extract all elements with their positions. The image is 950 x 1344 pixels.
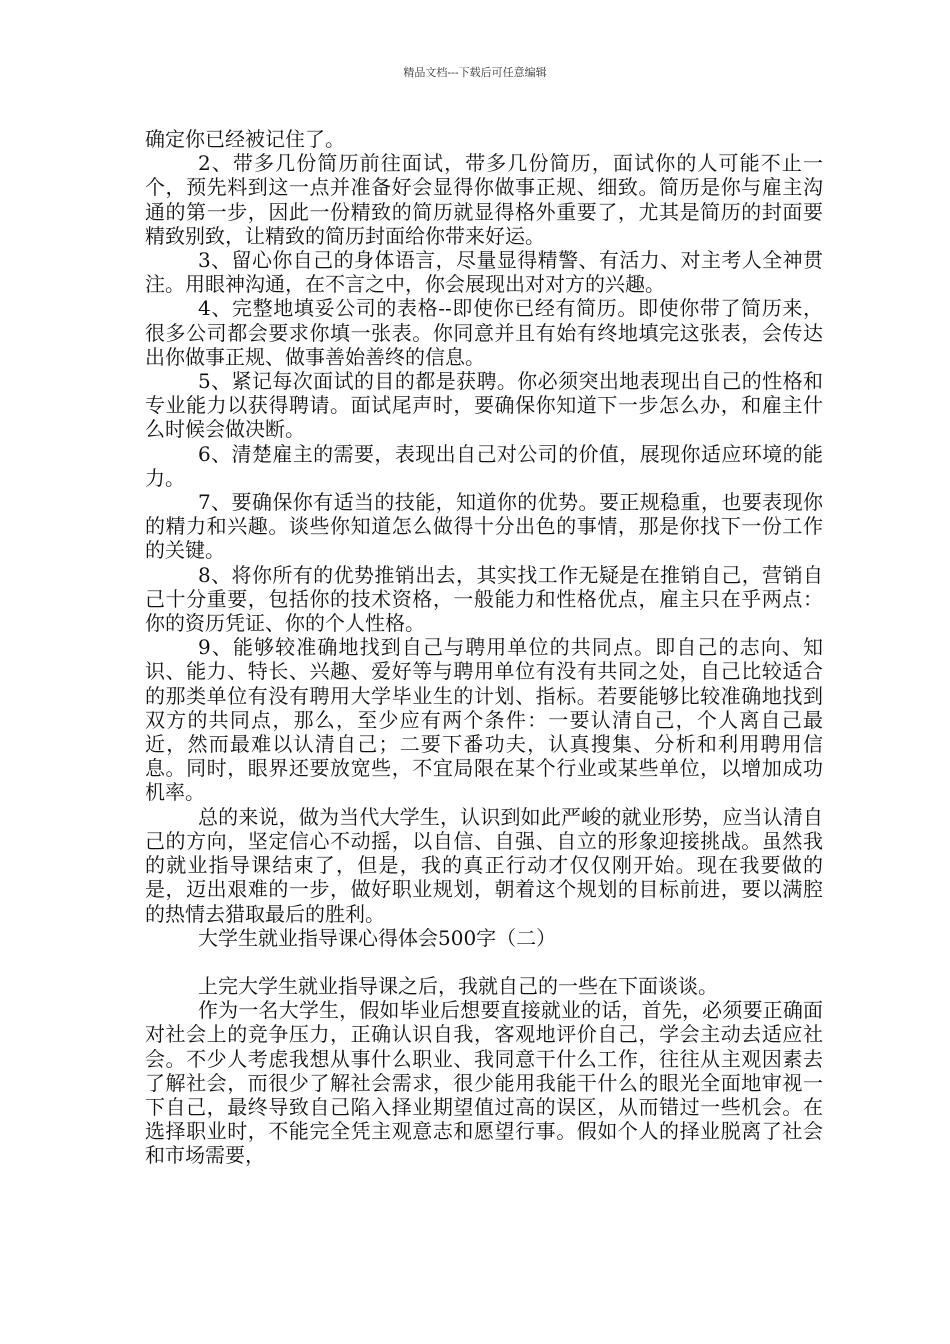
paragraph-tip-4: 4、完整地填妥公司的表格--即使你已经有简历。即使你带了简历来，很多公司都会要求你填一张表。你同意并且有始有终地填完这张表，会传达出你做事正规、做事善始善终的信息。 (145, 296, 823, 369)
paragraph-tip-8: 8、将你所有的优势推销出去，其实找工作无疑是在推销自己，营销自己十分重要，包括你的技术资格，一般能力和性格优点，雇主只在乎两点：你的资历凭证、你的个人性格。 (145, 562, 823, 636)
paragraph-intro: 上完大学生就业指导课之后，我就自己的一些在下面谈谈。 (198, 973, 718, 998)
paragraph-tip-5: 5、紧记每次面试的目的都是获聘。你必须突出地表现出自己的性格和专业能力以获得聘请。面试尾声时，要确保你知道下一步怎么办，和雇主什么时候会做决断。 (145, 369, 823, 442)
document-body (145, 127, 823, 1168)
blank-line (145, 950, 823, 974)
page-header: 精品文档---下载后可任意编辑 (403, 66, 547, 79)
section-title: 大学生就业指导课心得体会500字（二） (198, 925, 557, 950)
paragraph-summary: 总的来说，做为当代大学生，认识到如此严峻的就业形势，应当认清自己的方向，坚定信心不动摇，以自信、自强、自立的形象迎接挑战。虽然我的就业指导课结束了，但是，我的真正行动才仅仅刚开始。现在我要做的是，迈出艰难的一步，做好职业规划，朝着这个规划的目标前进，要以满腔的热情去猎取最后的胜利。 (145, 804, 823, 926)
paragraph-continuation: 确定你已经被记住了。 (145, 127, 345, 151)
paragraph-body: 作为一名大学生，假如毕业后想要直接就业的话，首先，必须要正确面对社会上的竞争压力，正确认识自我，客观地评价自己，学会主动去适应社会。不少人考虑我想从事什么职业、我同意干什么工作，往往从主观因素去了解社会，而很少了解社会需求，很少能用我能干什么的眼光全面地审视一下自己，最终导致自己陷入择业期望值过高的误区，从而错过一些机会。在选择职业时，不能完全凭主观意志和愿望行事。假如个人的择业脱离了社会和市场需要， (145, 998, 823, 1168)
paragraph-tip-3: 3、留心你自己的身体语言，尽量显得精警、有活力、对主考人全神贯注。用眼神沟通，在不言之中，你会展现出对对方的兴趣。 (145, 248, 823, 297)
paragraph-tip-2: 2、带多几份简历前往面试，带多几份简历，面试你的人可能不止一个，预先料到这一点并准备好会显得你做事正规、细致。简历是你与雇主沟通的第一步，因此一份精致的简历就显得格外重要了，尤其是简历的封面要精致别致，让精致的简历封面给你带来好运。 (145, 151, 823, 248)
paragraph-tip-6: 6、清楚雇主的需要，表现出自己对公司的价值，展现你适应环境的能力。 (145, 441, 823, 490)
paragraph-tip-9: 9、能够较准确地找到自己与聘用单位的共同点。即自己的志向、知识、能力、特长、兴趣、爱好等与聘用单位有没有共同之处，自己比较适合的那类单位有没有聘用大学毕业生的计划、指标。若要能够比较准确地找到双方的共同点，那么，至少应有两个条件：一要认清自己，个人离自己最近，然而最难以认清自己；二要下番功夫，认真搜集、分析和利用聘用信息。同时，眼界还要放宽些，不宜局限在某个行业或某些单位，以增加成功机率。 (145, 635, 823, 805)
paragraph-tip-7: 7、要确保你有适当的技能，知道你的优势。要正规稳重，也要表现你的精力和兴趣。谈些你知道怎么做得十分出色的事情，那是你找下一份工作的关键。 (145, 490, 823, 563)
